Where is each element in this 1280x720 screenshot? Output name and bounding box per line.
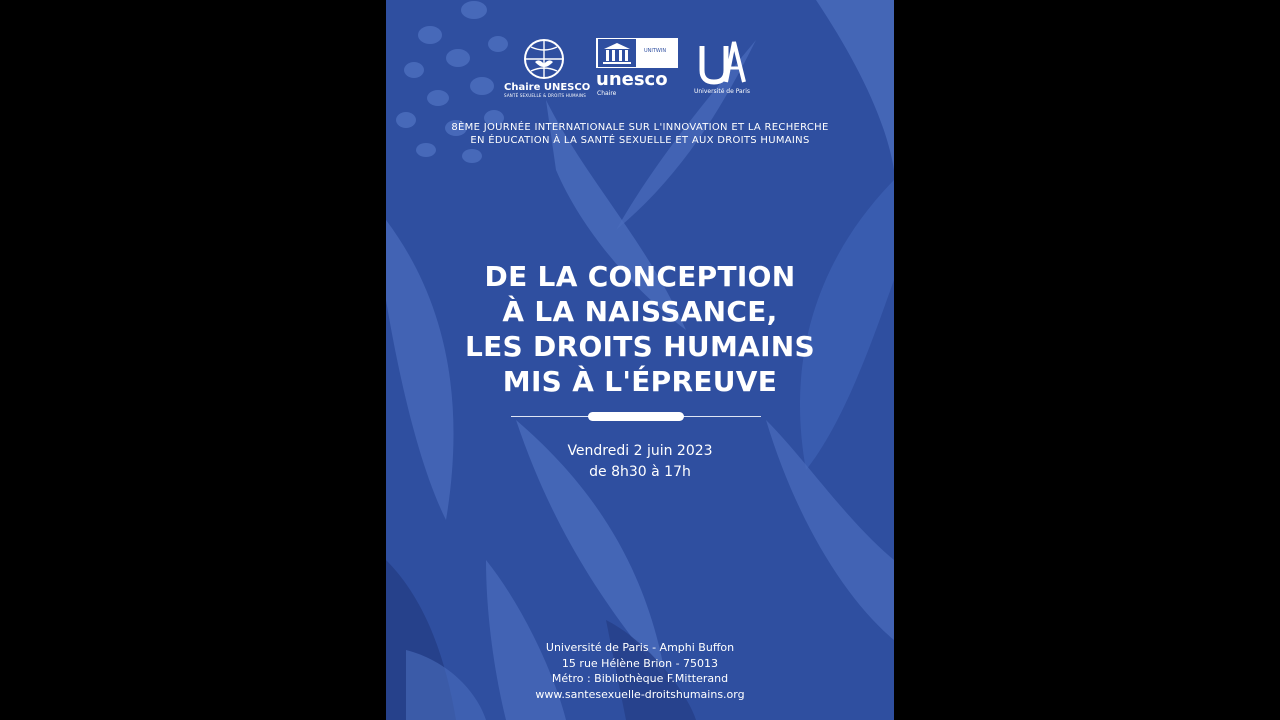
subtitle-line-1: 8ÈME JOURNÉE INTERNATIONALE SUR L'INNOVATION ET LA RECHERCHE <box>451 122 829 133</box>
title-line-2: À LA NAISSANCE, <box>502 295 778 328</box>
logo-row <box>386 38 894 108</box>
venue-line-1: Université de Paris - Amphi Buffon <box>545 641 735 654</box>
universite-paris-monogram-icon <box>696 38 748 86</box>
venue-line-3: Métro : Bibliothèque F.Mitterand <box>551 672 729 685</box>
event-poster <box>386 0 894 720</box>
unesco-emblem <box>596 38 678 68</box>
globe-hands-icon <box>521 38 567 80</box>
subtitle-line-2: EN ÉDUCATION À LA SANTÉ SEXUELLE ET AUX DROITS HUMAINS <box>470 135 810 146</box>
unesco-chaire-label: Chaire <box>597 90 617 97</box>
unesco-logo <box>596 38 680 97</box>
temple-icon <box>598 39 636 67</box>
title-divider-pill <box>588 412 684 421</box>
event-subtitle <box>386 121 894 147</box>
unesco-wordmark: unesco <box>596 69 668 90</box>
event-date <box>386 441 894 483</box>
venue-website: www.santesexuelle-droitshumains.org <box>535 687 745 701</box>
event-title <box>386 259 894 399</box>
title-line-1: DE LA CONCEPTION <box>484 260 796 293</box>
universite-paris-label: Université de Paris <box>693 88 750 95</box>
chaire-subtitle: SANTÉ SEXUELLE & DROITS HUMAINS <box>504 93 586 98</box>
date-line-1: Vendredi 2 juin 2023 <box>567 443 713 459</box>
date-line-2: de 8h30 à 17h <box>589 464 691 480</box>
unitwin-label: UNITWIN <box>644 48 667 54</box>
universite-paris-logo <box>692 38 752 95</box>
chaire-unesco-logo <box>504 38 591 98</box>
chaire-name: Chaire UNESCO <box>504 82 591 93</box>
venue-line-2: 15 rue Hélène Brion - 75013 <box>561 656 719 670</box>
title-line-4: MIS À L'ÉPREUVE <box>502 365 778 398</box>
event-venue <box>386 640 894 702</box>
title-line-3: LES DROITS HUMAINS <box>464 330 816 363</box>
